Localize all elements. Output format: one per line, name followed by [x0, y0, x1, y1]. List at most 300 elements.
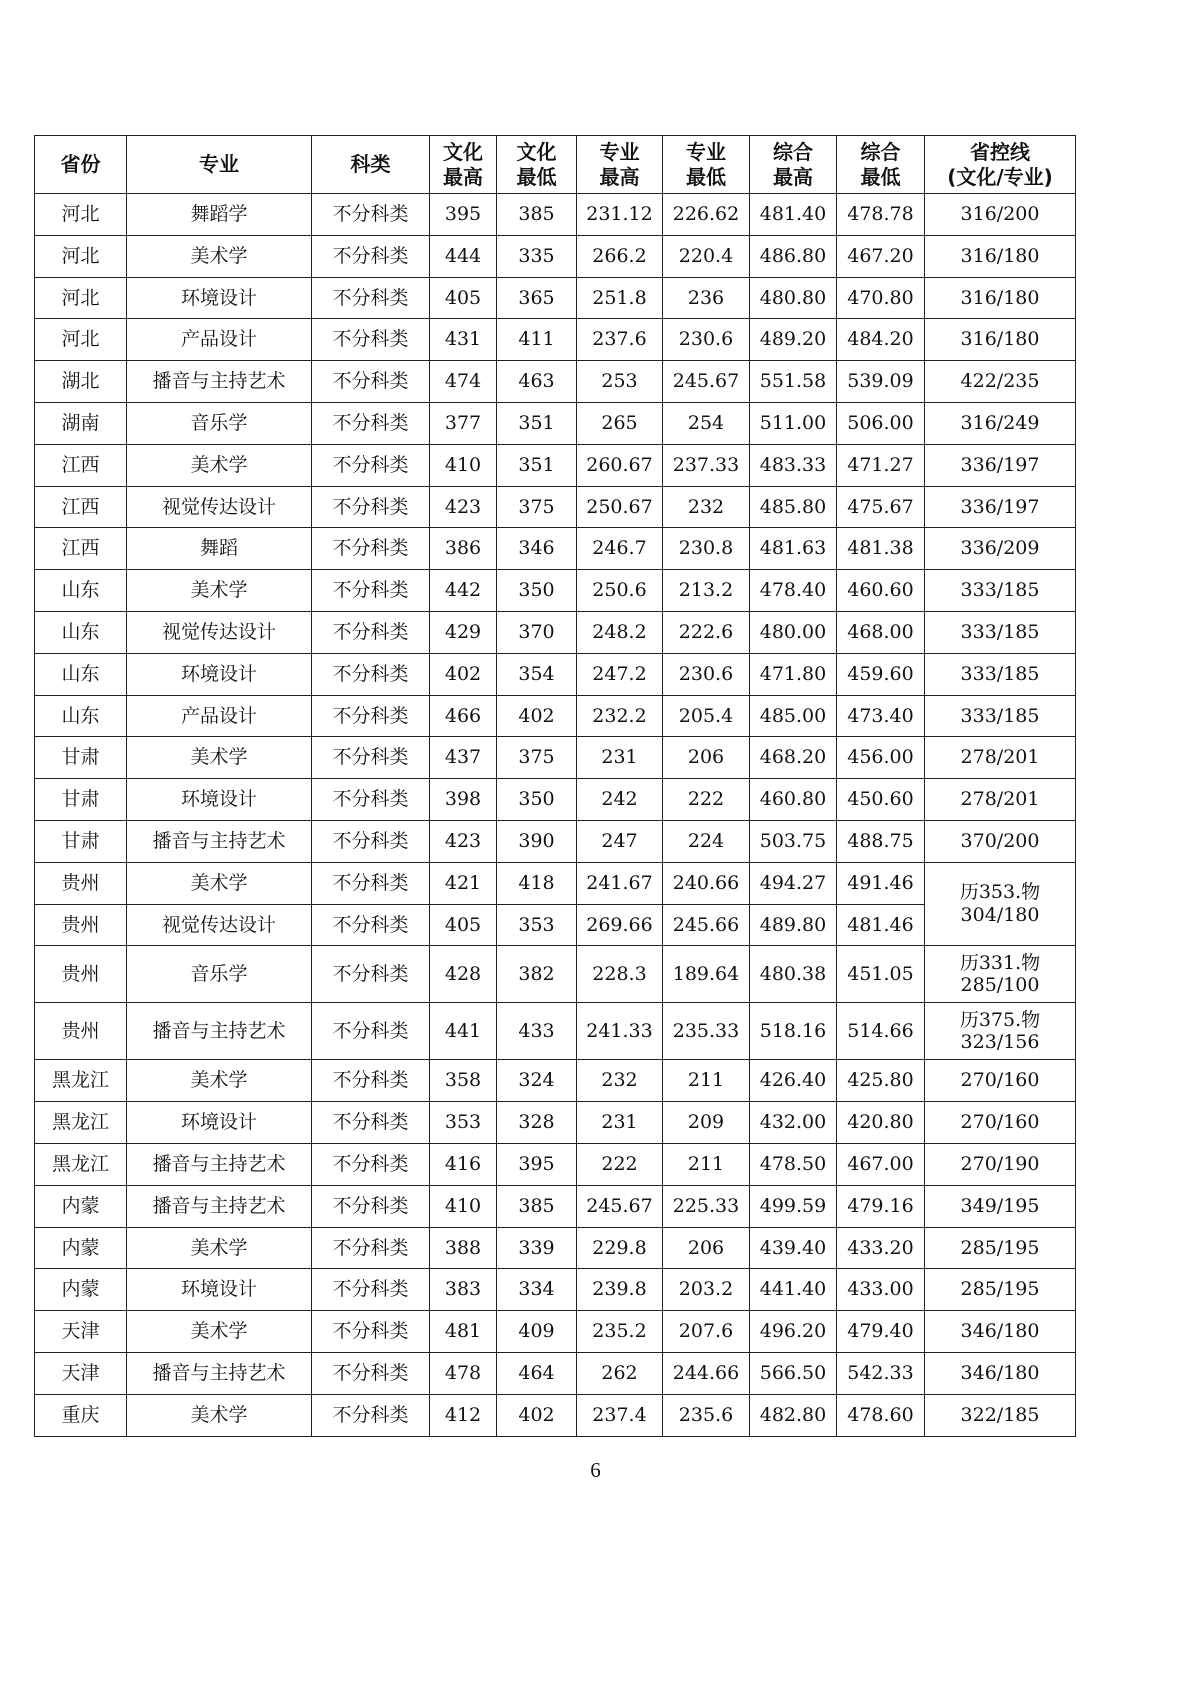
cell-major-max: 241.33: [577, 1003, 663, 1060]
cell-total-min: 459.60: [837, 653, 925, 695]
cell-province: 黑龙江: [35, 1102, 127, 1144]
table-row: [35, 528, 1076, 570]
cell-culture-min: 385: [497, 194, 577, 236]
cell-total-max: 432.00: [750, 1102, 837, 1144]
table-row: [35, 361, 1076, 403]
header-label: (文化/专业): [947, 164, 1053, 189]
table-row: [35, 611, 1076, 653]
cell-major-min: 236: [663, 277, 750, 319]
cell-culture-min: 324: [497, 1060, 577, 1102]
header-culture-max: [430, 136, 497, 194]
cell-total-min: 542.33: [837, 1352, 925, 1394]
cell-total-min: 467.00: [837, 1143, 925, 1185]
table-row: [35, 402, 1076, 444]
cell-culture-max: 410: [430, 1185, 497, 1227]
cell-total-min: 484.20: [837, 319, 925, 361]
cell-culture-min: 334: [497, 1269, 577, 1311]
cell-total-max: 489.80: [750, 904, 837, 946]
cell-category: 不分科类: [312, 946, 430, 1003]
cell-total-min: 473.40: [837, 695, 925, 737]
cell-culture-max: 388: [430, 1227, 497, 1269]
table-row: [35, 1352, 1076, 1394]
cell-culture-max: 423: [430, 486, 497, 528]
header-major-min: [663, 136, 750, 194]
header-label: 最低: [516, 164, 557, 189]
cell-culture-max: 429: [430, 611, 497, 653]
cell-major-max: 247: [577, 820, 663, 862]
cell-major: 音乐学: [127, 946, 312, 1003]
cell-total-max: 483.33: [750, 444, 837, 486]
cell-major-min: 235.6: [663, 1394, 750, 1436]
cell-total-max: 439.40: [750, 1227, 837, 1269]
table-row: [35, 570, 1076, 612]
cell-total-min: 478.60: [837, 1394, 925, 1436]
table-row: [35, 277, 1076, 319]
cell-province: 内蒙: [35, 1185, 127, 1227]
cell-culture-min: 418: [497, 862, 577, 904]
cell-major-max: 269.66: [577, 904, 663, 946]
cell-major: 美术学: [127, 1311, 312, 1353]
cell-major-min: 240.66: [663, 862, 750, 904]
cell-category: 不分科类: [312, 444, 430, 486]
header-label: 最高: [773, 164, 813, 189]
cell-category: 不分科类: [312, 361, 430, 403]
cell-total-max: 480.80: [750, 277, 837, 319]
table-body: [35, 194, 1076, 1437]
cell-culture-min: 328: [497, 1102, 577, 1144]
cell-control-line: 370/200: [925, 820, 1076, 862]
table-row: [35, 444, 1076, 486]
cell-category: 不分科类: [312, 1185, 430, 1227]
cell-control-line: 316/200: [925, 194, 1076, 236]
header-label: 最高: [599, 164, 640, 189]
cell-major-min: 205.4: [663, 695, 750, 737]
cell-total-max: 441.40: [750, 1269, 837, 1311]
cell-control-line: [925, 946, 1076, 1003]
cell-major: 环境设计: [127, 277, 312, 319]
cell-control-line: 270/190: [925, 1143, 1076, 1185]
header-control-line: [925, 136, 1076, 194]
table-row: [35, 1060, 1076, 1102]
cell-culture-max: 410: [430, 444, 497, 486]
cell-line: 历331.物: [959, 951, 1041, 974]
cell-culture-min: 411: [497, 319, 577, 361]
cell-category: 不分科类: [312, 319, 430, 361]
cell-control-line: 336/209: [925, 528, 1076, 570]
cell-major: 美术学: [127, 570, 312, 612]
cell-major: 产品设计: [127, 695, 312, 737]
page-number: 6: [590, 1458, 601, 1482]
cell-control-line: 316/180: [925, 235, 1076, 277]
cell-culture-max: 444: [430, 235, 497, 277]
cell-total-min: 456.00: [837, 737, 925, 779]
cell-major-max: 241.67: [577, 862, 663, 904]
cell-major-max: 247.2: [577, 653, 663, 695]
cell-total-max: 482.80: [750, 1394, 837, 1436]
cell-culture-max: 395: [430, 194, 497, 236]
cell-culture-min: 350: [497, 570, 577, 612]
table-row: [35, 1311, 1076, 1353]
cell-major-max: 246.7: [577, 528, 663, 570]
cell-province: 江西: [35, 486, 127, 528]
cell-total-min: 425.80: [837, 1060, 925, 1102]
header-label: 最低: [860, 164, 901, 189]
table-row: [35, 820, 1076, 862]
cell-total-min: 468.00: [837, 611, 925, 653]
cell-major-min: 254: [663, 402, 750, 444]
cell-major: 播音与主持艺术: [127, 820, 312, 862]
header-total-max: [750, 136, 837, 194]
cell-culture-max: 421: [430, 862, 497, 904]
cell-total-min: 420.80: [837, 1102, 925, 1144]
header-label: 文化: [443, 139, 483, 164]
cell-major-min: 220.4: [663, 235, 750, 277]
cell-total-max: 478.50: [750, 1143, 837, 1185]
cell-major-max: 231: [577, 737, 663, 779]
cell-category: 不分科类: [312, 277, 430, 319]
cell-major-min: 222.6: [663, 611, 750, 653]
cell-control-line: 349/195: [925, 1185, 1076, 1227]
cell-control-line: 285/195: [925, 1269, 1076, 1311]
cell-culture-max: 412: [430, 1394, 497, 1436]
cell-major: 舞蹈: [127, 528, 312, 570]
cell-major-max: 248.2: [577, 611, 663, 653]
cell-control-line: 333/185: [925, 570, 1076, 612]
cell-total-min: 488.75: [837, 820, 925, 862]
cell-major: 美术学: [127, 444, 312, 486]
cell-culture-max: 442: [430, 570, 497, 612]
header-major-max: [577, 136, 663, 194]
cell-total-max: 478.40: [750, 570, 837, 612]
cell-province: 内蒙: [35, 1227, 127, 1269]
cell-total-min: 451.05: [837, 946, 925, 1003]
cell-culture-min: 375: [497, 737, 577, 779]
table-row: [35, 1102, 1076, 1144]
cell-province: 天津: [35, 1311, 127, 1353]
cell-culture-max: 478: [430, 1352, 497, 1394]
cell-category: 不分科类: [312, 1311, 430, 1353]
cell-major-max: 250.6: [577, 570, 663, 612]
cell-culture-max: 358: [430, 1060, 497, 1102]
cell-culture-min: 385: [497, 1185, 577, 1227]
cell-total-min: 506.00: [837, 402, 925, 444]
cell-culture-min: 409: [497, 1311, 577, 1353]
table-row: [35, 946, 1076, 1003]
table-row: [35, 1227, 1076, 1269]
cell-total-max: 503.75: [750, 820, 837, 862]
cell-province: 江西: [35, 444, 127, 486]
cell-major: 视觉传达设计: [127, 611, 312, 653]
cell-major-max: 231.12: [577, 194, 663, 236]
cell-province: 河北: [35, 277, 127, 319]
cell-culture-min: 370: [497, 611, 577, 653]
cell-major-min: 244.66: [663, 1352, 750, 1394]
cell-total-max: 489.20: [750, 319, 837, 361]
cell-culture-min: 402: [497, 695, 577, 737]
cell-province: 内蒙: [35, 1269, 127, 1311]
cell-culture-min: 354: [497, 653, 577, 695]
cell-major: 美术学: [127, 737, 312, 779]
cell-total-min: 481.46: [837, 904, 925, 946]
cell-province: 河北: [35, 235, 127, 277]
cell-province: 湖南: [35, 402, 127, 444]
cell-total-max: 486.80: [750, 235, 837, 277]
cell-control-line: 270/160: [925, 1102, 1076, 1144]
cell-category: 不分科类: [312, 570, 430, 612]
cell-province: 甘肃: [35, 820, 127, 862]
cell-culture-max: 353: [430, 1102, 497, 1144]
header-major: [127, 136, 312, 194]
header-label: 省控线: [970, 139, 1030, 164]
cell-control-line: 316/180: [925, 319, 1076, 361]
cell-major-min: 237.33: [663, 444, 750, 486]
cell-major-max: 237.4: [577, 1394, 663, 1436]
cell-major-min: 235.33: [663, 1003, 750, 1060]
cell-category: 不分科类: [312, 486, 430, 528]
cell-major: 播音与主持艺术: [127, 1185, 312, 1227]
cell-culture-max: 405: [430, 277, 497, 319]
cell-culture-min: 346: [497, 528, 577, 570]
cell-total-max: 481.63: [750, 528, 837, 570]
header-label: 文化: [516, 139, 557, 164]
cell-major-max: 232.2: [577, 695, 663, 737]
cell-major: 美术学: [127, 1227, 312, 1269]
cell-total-max: 481.40: [750, 194, 837, 236]
cell-total-min: 471.27: [837, 444, 925, 486]
cell-category: 不分科类: [312, 695, 430, 737]
cell-control-line: 270/160: [925, 1060, 1076, 1102]
cell-category: 不分科类: [312, 653, 430, 695]
cell-major-min: 226.62: [663, 194, 750, 236]
cell-total-max: 480.38: [750, 946, 837, 1003]
cell-control-line: 333/185: [925, 695, 1076, 737]
cell-province: 黑龙江: [35, 1143, 127, 1185]
cell-major: 播音与主持艺术: [127, 1003, 312, 1060]
cell-culture-min: 350: [497, 779, 577, 821]
table-row: [35, 1269, 1076, 1311]
cell-major-min: 207.6: [663, 1311, 750, 1353]
cell-total-min: 478.78: [837, 194, 925, 236]
cell-total-max: 468.20: [750, 737, 837, 779]
cell-total-max: 471.80: [750, 653, 837, 695]
cell-major: 美术学: [127, 1394, 312, 1436]
table-row: [35, 1394, 1076, 1436]
cell-major-min: 225.33: [663, 1185, 750, 1227]
cell-major-min: 213.2: [663, 570, 750, 612]
header-label: 科类: [350, 152, 391, 176]
admission-scores-table: [34, 135, 1076, 1437]
cell-major-max: 251.8: [577, 277, 663, 319]
cell-culture-min: 351: [497, 402, 577, 444]
cell-total-min: 467.20: [837, 235, 925, 277]
cell-major-max: 229.8: [577, 1227, 663, 1269]
cell-major: 美术学: [127, 1060, 312, 1102]
cell-province: 贵州: [35, 862, 127, 904]
cell-major-min: 211: [663, 1060, 750, 1102]
cell-line: 285/100: [960, 974, 1040, 997]
cell-province: 山东: [35, 653, 127, 695]
cell-major-max: 260.67: [577, 444, 663, 486]
cell-control-line: 316/180: [925, 277, 1076, 319]
cell-major: 音乐学: [127, 402, 312, 444]
cell-major: 环境设计: [127, 1269, 312, 1311]
cell-culture-max: 423: [430, 820, 497, 862]
cell-major-min: 206: [663, 1227, 750, 1269]
cell-major-min: 211: [663, 1143, 750, 1185]
cell-control-line: 333/185: [925, 653, 1076, 695]
cell-province: 贵州: [35, 904, 127, 946]
cell-total-min: 433.00: [837, 1269, 925, 1311]
cell-culture-max: 416: [430, 1143, 497, 1185]
cell-category: 不分科类: [312, 1003, 430, 1060]
cell-control-line: 316/249: [925, 402, 1076, 444]
cell-major-max: 266.2: [577, 235, 663, 277]
cell-total-min: 479.16: [837, 1185, 925, 1227]
cell-total-min: 475.67: [837, 486, 925, 528]
cell-major-max: 239.8: [577, 1269, 663, 1311]
cell-category: 不分科类: [312, 1269, 430, 1311]
cell-total-max: 518.16: [750, 1003, 837, 1060]
cell-major-max: 250.67: [577, 486, 663, 528]
header-label: 省份: [60, 152, 101, 176]
cell-control-line: 285/195: [925, 1227, 1076, 1269]
cell-control-line: [925, 862, 1076, 946]
cell-province: 甘肃: [35, 737, 127, 779]
cell-major: 环境设计: [127, 653, 312, 695]
cell-culture-max: 431: [430, 319, 497, 361]
cell-control-line: 346/180: [925, 1311, 1076, 1353]
cell-major: 美术学: [127, 235, 312, 277]
cell-category: 不分科类: [312, 1060, 430, 1102]
cell-total-min: 491.46: [837, 862, 925, 904]
table-header-row: [35, 136, 1076, 194]
header-label: 最低: [686, 164, 726, 189]
cell-category: 不分科类: [312, 611, 430, 653]
cell-category: 不分科类: [312, 235, 430, 277]
cell-culture-max: 383: [430, 1269, 497, 1311]
header-category: [312, 136, 430, 194]
cell-total-min: 514.66: [837, 1003, 925, 1060]
cell-category: 不分科类: [312, 1102, 430, 1144]
cell-major: 环境设计: [127, 1102, 312, 1144]
table-row: [35, 695, 1076, 737]
cell-major-max: 262: [577, 1352, 663, 1394]
cell-total-max: 485.00: [750, 695, 837, 737]
cell-line: 历375.物: [959, 1008, 1041, 1031]
cell-culture-min: 339: [497, 1227, 577, 1269]
cell-major-max: 265: [577, 402, 663, 444]
cell-culture-max: 405: [430, 904, 497, 946]
cell-province: 贵州: [35, 1003, 127, 1060]
cell-culture-max: 441: [430, 1003, 497, 1060]
cell-major: 环境设计: [127, 779, 312, 821]
table-row: [35, 1003, 1076, 1060]
cell-culture-min: 395: [497, 1143, 577, 1185]
table-row: [35, 737, 1076, 779]
cell-category: 不分科类: [312, 402, 430, 444]
cell-category: 不分科类: [312, 528, 430, 570]
cell-major-max: 253: [577, 361, 663, 403]
cell-province: 山东: [35, 570, 127, 612]
cell-total-max: 499.59: [750, 1185, 837, 1227]
cell-total-min: 450.60: [837, 779, 925, 821]
cell-category: 不分科类: [312, 1227, 430, 1269]
table-row: [35, 319, 1076, 361]
cell-culture-min: 390: [497, 820, 577, 862]
header-total-min: [837, 136, 925, 194]
header-culture-min: [497, 136, 577, 194]
cell-major-min: 230.6: [663, 319, 750, 361]
header-label: 综合: [860, 139, 901, 164]
cell-total-min: 433.20: [837, 1227, 925, 1269]
cell-culture-max: 402: [430, 653, 497, 695]
cell-control-line: 336/197: [925, 486, 1076, 528]
cell-category: 不分科类: [312, 1352, 430, 1394]
cell-line: 323/156: [960, 1031, 1040, 1054]
table-row: [35, 862, 1076, 904]
table-row: [35, 486, 1076, 528]
cell-major-min: 245.66: [663, 904, 750, 946]
cell-culture-max: 437: [430, 737, 497, 779]
cell-major: 播音与主持艺术: [127, 361, 312, 403]
cell-total-max: 551.58: [750, 361, 837, 403]
cell-province: 重庆: [35, 1394, 127, 1436]
cell-total-max: 496.20: [750, 1311, 837, 1353]
cell-culture-min: 433: [497, 1003, 577, 1060]
table-row: [35, 235, 1076, 277]
cell-major-min: 189.64: [663, 946, 750, 1003]
cell-major-min: 206: [663, 737, 750, 779]
cell-province: 河北: [35, 319, 127, 361]
header-label: 专业: [199, 152, 239, 176]
cell-total-min: 460.60: [837, 570, 925, 612]
cell-culture-max: 428: [430, 946, 497, 1003]
cell-culture-max: 474: [430, 361, 497, 403]
cell-major: 视觉传达设计: [127, 486, 312, 528]
cell-major: 产品设计: [127, 319, 312, 361]
cell-category: 不分科类: [312, 1143, 430, 1185]
cell-category: 不分科类: [312, 737, 430, 779]
cell-culture-max: 398: [430, 779, 497, 821]
cell-major-max: 242: [577, 779, 663, 821]
cell-major: 播音与主持艺术: [127, 1352, 312, 1394]
cell-control-line: 336/197: [925, 444, 1076, 486]
cell-major: 舞蹈学: [127, 194, 312, 236]
cell-control-line: 278/201: [925, 779, 1076, 821]
cell-total-min: 539.09: [837, 361, 925, 403]
cell-culture-min: 464: [497, 1352, 577, 1394]
table-row: [35, 904, 1076, 946]
cell-culture-min: 365: [497, 277, 577, 319]
cell-province: 河北: [35, 194, 127, 236]
cell-province: 江西: [35, 528, 127, 570]
cell-culture-max: 466: [430, 695, 497, 737]
table-row: [35, 1185, 1076, 1227]
cell-culture-min: 463: [497, 361, 577, 403]
table-row: [35, 194, 1076, 236]
cell-culture-min: 402: [497, 1394, 577, 1436]
cell-major: 美术学: [127, 862, 312, 904]
cell-culture-min: 335: [497, 235, 577, 277]
cell-category: 不分科类: [312, 904, 430, 946]
cell-province: 山东: [35, 611, 127, 653]
cell-major-max: 228.3: [577, 946, 663, 1003]
cell-line: 历353.物: [959, 881, 1041, 904]
cell-total-max: 460.80: [750, 779, 837, 821]
cell-category: 不分科类: [312, 1394, 430, 1436]
cell-total-max: 511.00: [750, 402, 837, 444]
cell-culture-min: 375: [497, 486, 577, 528]
